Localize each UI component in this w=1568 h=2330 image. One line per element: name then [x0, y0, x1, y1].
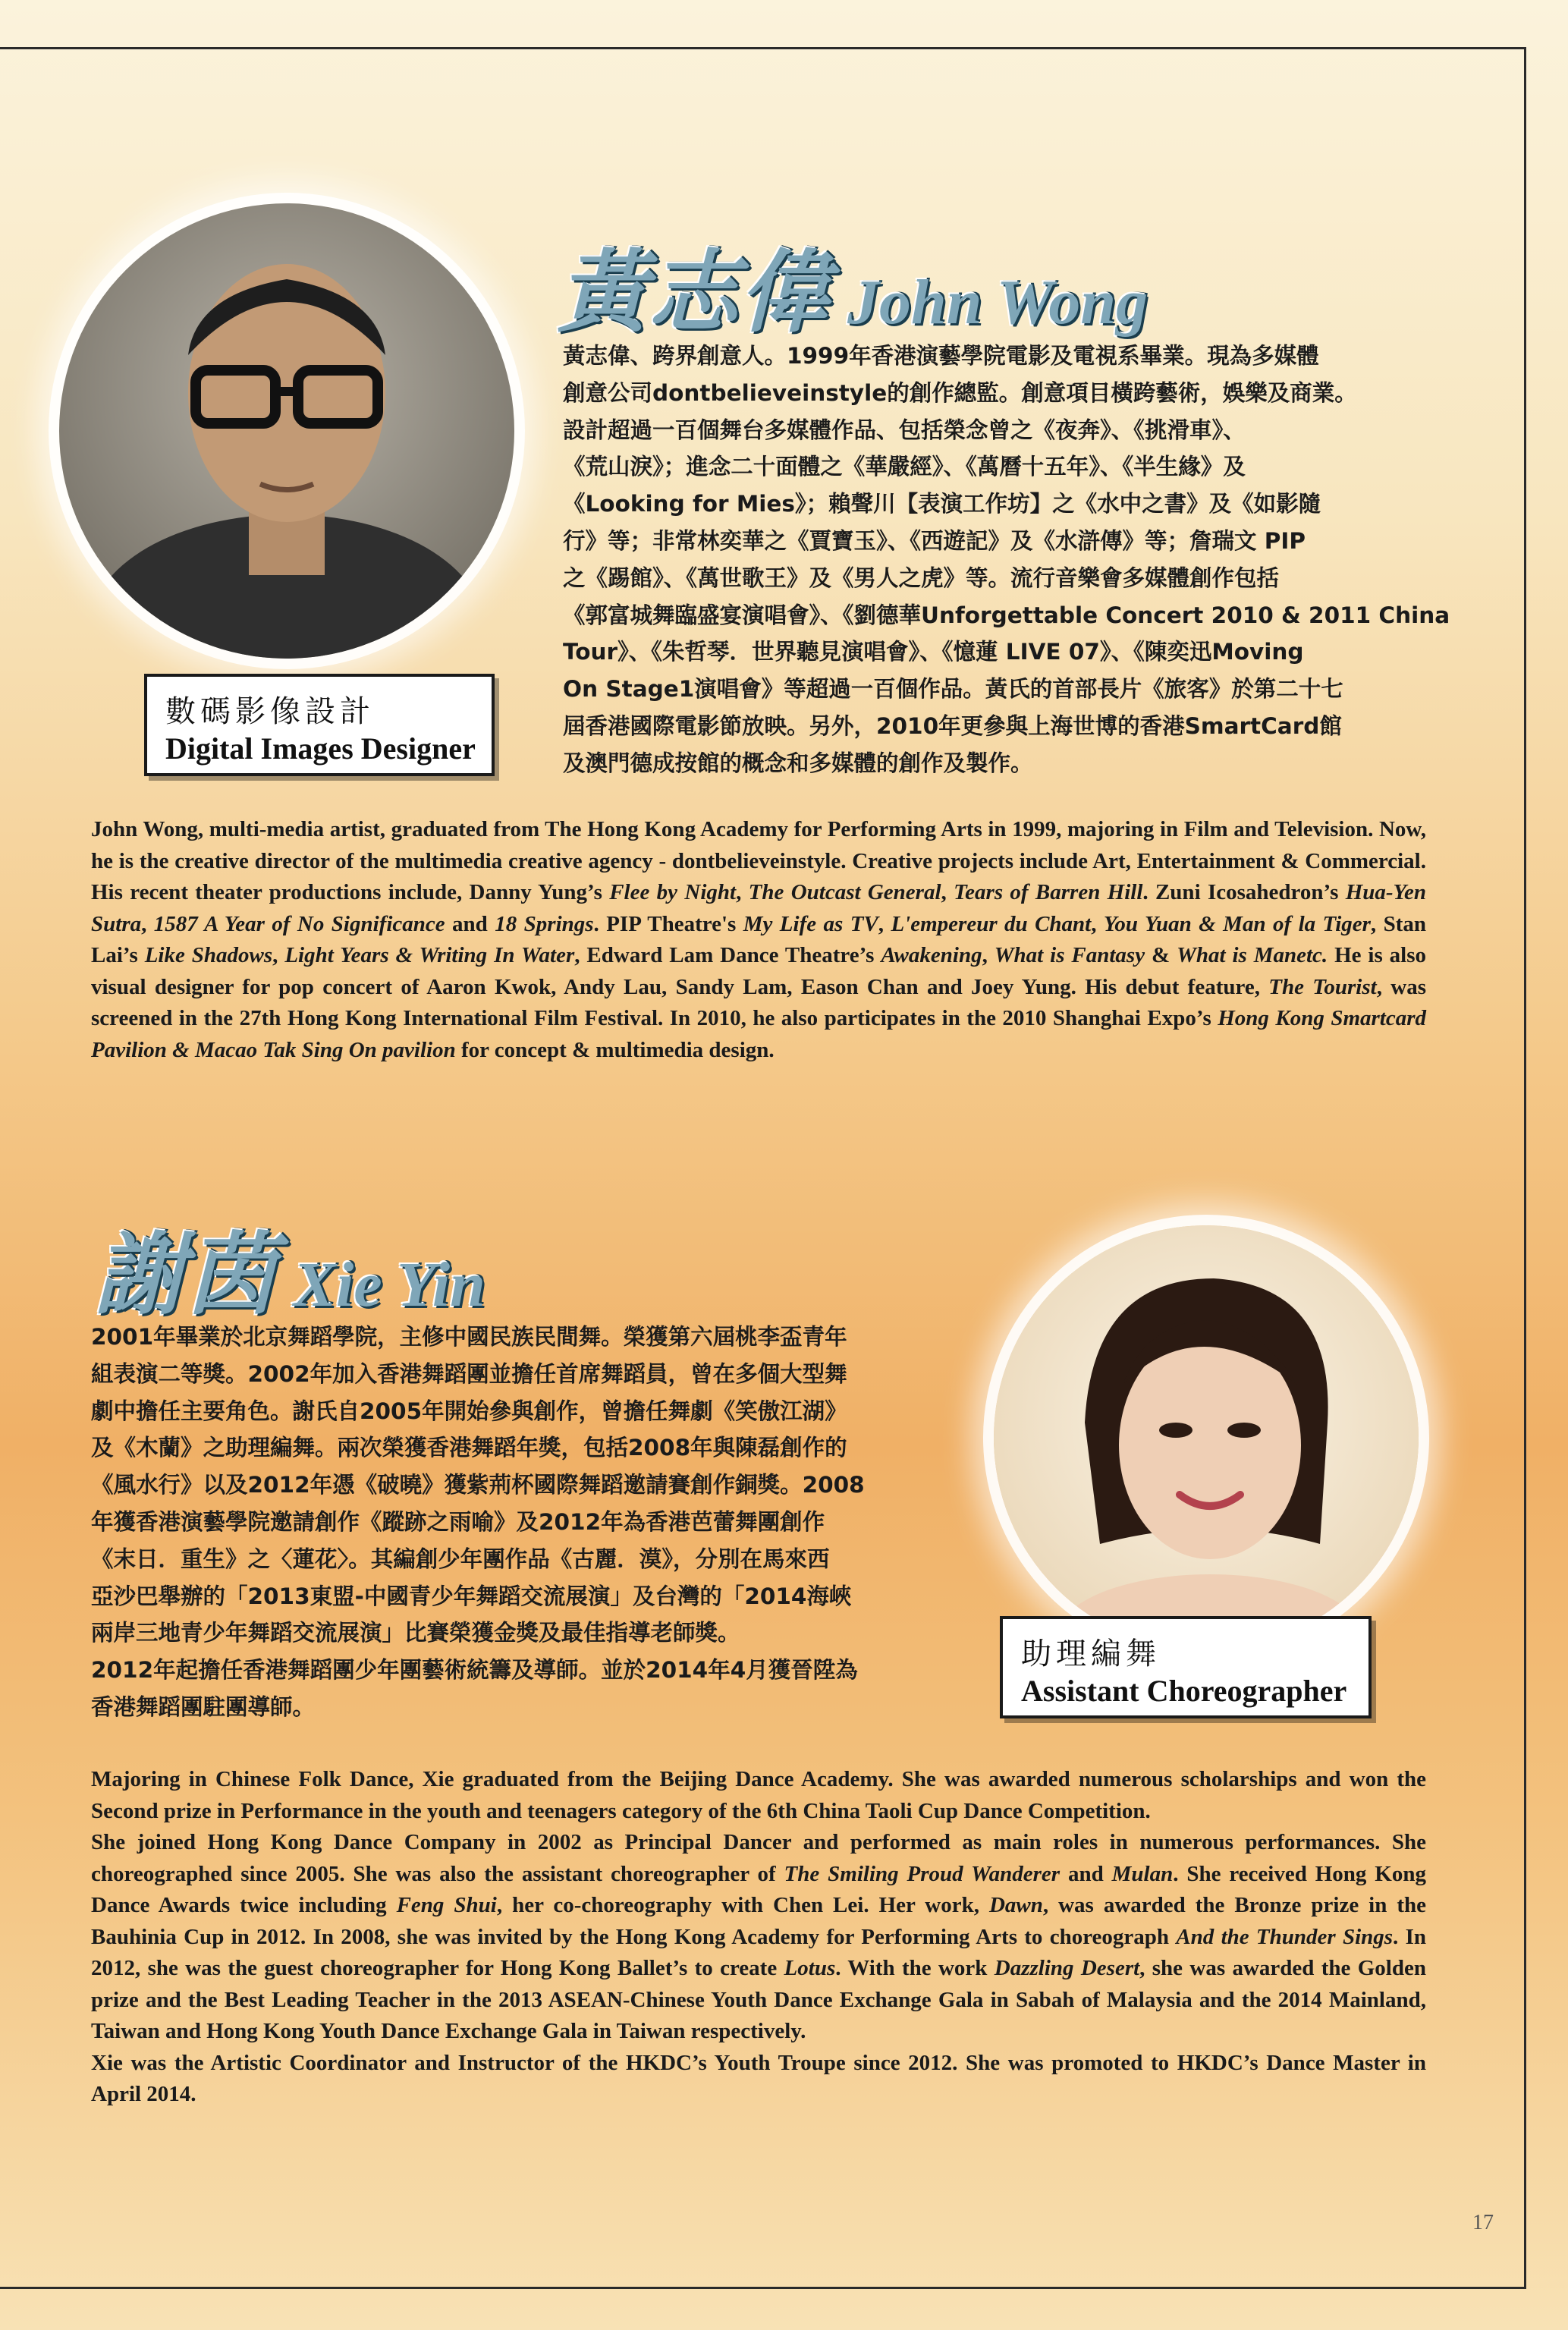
- text-run: ,: [141, 911, 154, 936]
- work-title: Hua-Yen Sutra: [91, 880, 1427, 936]
- text-line: 之《踢館》、《萬世歌王》及《男人之虎》等。流行音樂會多媒體創作包括: [563, 564, 1280, 591]
- work-title: L'empereur du Chant: [891, 911, 1092, 936]
- text-run: . She received Hong Kong Dance Awards twice including: [91, 1861, 1426, 1917]
- john-wong-role-box: [144, 674, 495, 776]
- xie-yin-role-en: Assistant Choreographer: [1021, 1674, 1347, 1708]
- text-line: 2001年畢業於北京舞蹈學院，主修中國民族民間舞。榮獲第六屆桃李盃青年: [91, 1324, 847, 1350]
- text-run: &: [1145, 943, 1177, 967]
- xie-yin-bio-en-paragraph-3: Xie was the Artistic Coordinator and Instructor of the HKDC’s Youth Troupe since 2012. She was promoted to HKDC’s Dance Master in April 2014.: [91, 2050, 1426, 2106]
- john-wong-name-en: John Wong: [847, 267, 1149, 338]
- work-title: Light Years & Writing In Water: [284, 943, 575, 967]
- text-run: , she was awarded the Golden prize and the Best Leading Teacher in the 2013 ASEAN-Chinese Youth Dance Exchange Gala in Sabah of Malaysia and the 2014 Mainland, Taiwan and Hong Kong Youth Dance Exchange Gala in Taiwan respectively.: [91, 1956, 1426, 2043]
- text-run: . In 2012, she was the guest choreographer for Hong Kong Ballet’s to create: [91, 1924, 1426, 1980]
- work-title: What is Manetc.: [1177, 943, 1328, 967]
- text-line: 亞沙巴舉辦的「2013東盟-中國青少年舞蹈交流展演」及台灣的「2014海峽: [91, 1583, 852, 1609]
- text-line: 兩岸三地青少年舞蹈交流展演」比賽榮獲金獎及最佳指導老師獎。: [91, 1620, 740, 1646]
- work-title: Mulan: [1111, 1861, 1174, 1886]
- work-title: Lotus: [784, 1956, 836, 1980]
- text-line: 2012年起擔任香港舞蹈團少年團藝術統籌及導師。並於2014年4月獲晉陞為: [91, 1657, 858, 1684]
- john-wong-bio-en: [91, 814, 1426, 1066]
- work-title: Hong Kong Smartcard Pavilion & Macao Tak Sing On pavilion: [91, 1006, 1427, 1062]
- text-line: 年獲香港演藝學院邀請創作《蹤跡之雨喻》及2012年為香港芭蕾舞團創作: [91, 1508, 825, 1535]
- text-run: , was screened in the 27th Hong Kong International Film Festival. In 2010, he also participates in the 2010 Shanghai Expo’s: [91, 974, 1426, 1030]
- text-run: ,: [941, 880, 954, 904]
- work-title: Flee by Night: [609, 880, 737, 904]
- work-title: You Yuan & Man of la Tiger: [1103, 911, 1371, 936]
- xie-yin-bio-zh: [91, 1319, 963, 1726]
- text-line: 《風水行》以及2012年憑《破曉》獲紫荊杯國際舞蹈邀請賽創作銅獎。2008: [91, 1472, 865, 1498]
- text-line: 香港舞蹈團駐團導師。: [91, 1693, 316, 1720]
- text-line: 屆香港國際電影節放映。另外，2010年更參與上海世博的香港SmartCard館: [563, 712, 1342, 739]
- text-run: and: [1060, 1861, 1112, 1886]
- text-line: 《郭富城舞臨盛宴演唱會》、《劉德華Unforgettable Concert 2010 & 2011 China: [563, 602, 1450, 628]
- text-line: 及《木蘭》之助理編舞。兩次榮獲香港舞蹈年獎，包括2008年與陳磊創作的: [91, 1435, 847, 1461]
- text-run: . PIP Theatre's: [593, 911, 743, 936]
- text-run: , Edward Lam Dance Theatre’s: [574, 943, 881, 967]
- xie-yin-portrait: [994, 1225, 1419, 1650]
- text-run: for concept & multimedia design.: [455, 1037, 775, 1062]
- xie-yin-name-en: Xie Yin: [294, 1250, 485, 1320]
- text-line: Tour》、《朱哲琴．世界聽見演唱會》、《憶蓮 LIVE 07》、《陳奕迅Moving: [563, 639, 1304, 665]
- text-run: He is also visual designer for pop concert of Aaron Kwok, Andy Lau, Sandy Lam, Eason Chan and Joey Yung. His debut feature,: [91, 943, 1427, 999]
- text-run: , was awarded the Bronze prize in the Bauhinia Cup in 2012. In 2008, she was invited by the Hong Kong Academy for Performing Arts to choreograph: [91, 1893, 1426, 1949]
- work-title: Like Shadows: [144, 943, 273, 967]
- work-title: Dazzling Desert: [994, 1956, 1140, 1980]
- text-line: 《末日．重生》之〈蓮花〉。其編創少年團作品《古麗．漠》，分別在馬來西: [91, 1545, 830, 1572]
- work-title: My Life as TV: [743, 911, 878, 936]
- text-run: ,: [878, 911, 891, 936]
- text-line: 行》等；非常林奕華之《賈寶玉》、《西遊記》及《水滸傳》等；詹瑞文 PIP: [563, 527, 1306, 554]
- john-wong-bio-en-paragraph: [91, 814, 1426, 1066]
- text-run: . With the work: [835, 1956, 995, 1980]
- xie-yin-bio-en: [91, 1764, 1426, 2111]
- work-title: The Outcast General: [748, 880, 941, 904]
- text-line: On Stage1演唱會》等超過一百個作品。黃氏的首部長片《旅客》於第二十七: [563, 676, 1343, 703]
- text-run: ,: [982, 943, 995, 967]
- work-title: The Smiling Proud Wanderer: [784, 1861, 1061, 1886]
- text-line: 設計超過一百個舞台多媒體作品、包括榮念曾之《夜奔》、《挑滑車》、: [563, 417, 1246, 443]
- text-run: John Wong, multi-media artist, graduated from The Hong Kong Academy for Performing Arts in 1999, majoring in Film and Television. Now, he is the creative director of the multimedia creative agency - dontbelieveinstyle. Creative projects include Art, Entertainment & Commercial. His recent theater productions include, Danny Yung’s: [91, 817, 1426, 904]
- work-title: And the Thunder Sings: [1176, 1924, 1394, 1949]
- text-run: , Stan Lai’s: [91, 911, 1426, 967]
- work-title: 1587 A Year of No Significance: [153, 911, 445, 936]
- xie-yin-role-box: [1000, 1616, 1372, 1718]
- xie-yin-role-zh: 助理編舞: [1021, 1637, 1161, 1671]
- text-line: 創意公司dontbelieveinstyle的創作總監。創意項目橫跨藝術，娛樂及商業。: [563, 379, 1357, 406]
- john-wong-bio-zh: [563, 338, 1450, 782]
- text-line: 《荒山淚》；進念二十面體之《華嚴經》、《萬曆十五年》、《半生緣》及: [563, 454, 1246, 480]
- text-run: , her co-choreography with Chen Lei. Her work,: [496, 1893, 989, 1917]
- john-wong-role-zh: 數碼影像設計: [165, 694, 375, 728]
- xie-yin-name-title: [95, 1203, 485, 1332]
- xie-yin-name-zh: 謝茵: [95, 1226, 278, 1325]
- john-wong-portrait: [59, 203, 514, 659]
- work-title: Feng Shui: [396, 1893, 497, 1917]
- work-title: Tears of Barren Hill: [954, 880, 1143, 904]
- work-title: What is Fantasy: [994, 943, 1145, 967]
- text-run: and: [445, 911, 495, 936]
- text-line: 及澳門德成按館的概念和多媒體的創作及製作。: [563, 750, 1033, 776]
- text-line: 黃志偉、跨界創意人。1999年香港演藝學院電影及電視系畢業。現為多媒體: [563, 343, 1319, 369]
- text-line: 《Looking for Mies》；賴聲川【表演工作坊】之《水中之書》及《如影隨: [563, 491, 1321, 517]
- text-line: 組表演二等獎。2002年加入香港舞蹈團並擔任首席舞蹈員，曾在多個大型舞: [91, 1360, 847, 1387]
- text-run: She joined Hong Kong Dance Company in 2002 as Principal Dancer and performed as main roles in numerous performances. She choreographed since 2005. She was also the assistant choreographer of: [91, 1830, 1426, 1886]
- xie-yin-bio-en-paragraph-2: [91, 1827, 1426, 2048]
- text-run: ,: [1091, 911, 1104, 936]
- text-run: ,: [736, 880, 749, 904]
- john-wong-role-en: Digital Images Designer: [165, 731, 476, 766]
- work-title: Awakening: [881, 943, 982, 967]
- text-line: 劇中擔任主要角色。謝氏自2005年開始參與創作，曾擔任舞劇《笑傲江湖》: [91, 1398, 847, 1424]
- text-run: . Zuni Icosahedron’s: [1142, 880, 1346, 904]
- work-title: The Tourist: [1268, 974, 1377, 999]
- john-wong-name-zh: 黃志偉: [558, 244, 831, 343]
- xie-yin-bio-en-paragraph-1: Majoring in Chinese Folk Dance, Xie graduated from the Beijing Dance Academy. She was awarded numerous scholarships and won the Second prize in Performance in the youth and teenagers category of the 6th China Taoli Cup Dance Competition.: [91, 1767, 1426, 1823]
- work-title: Dawn: [988, 1893, 1043, 1917]
- text-run: ,: [272, 943, 285, 967]
- john-wong-name-title: [558, 220, 1148, 349]
- work-title: 18 Springs: [495, 911, 594, 936]
- page-number: 17: [1472, 2211, 1494, 2234]
